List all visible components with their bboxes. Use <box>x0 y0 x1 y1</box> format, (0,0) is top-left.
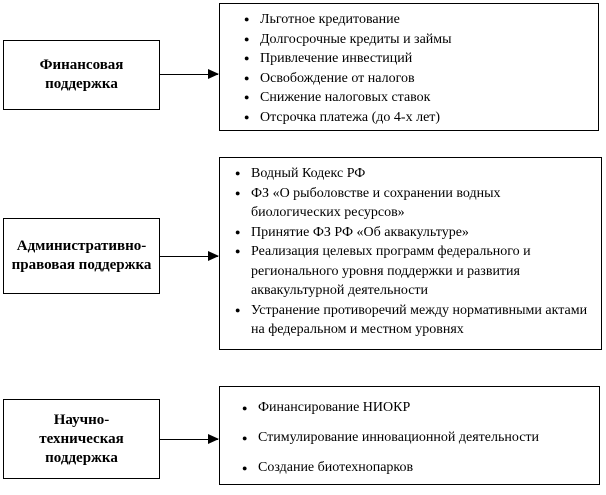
list-item: ● Реализация целевых программ федерального и регионального уровня поддержки и развития аквакультурной деятельности <box>235 242 593 301</box>
list-item: ● Отсрочка платежа (до 4-х лет) <box>244 108 598 128</box>
list-item: ● Привлечение инвестиций <box>244 49 598 69</box>
list-item: ● Финансирование НИОКР <box>242 393 599 423</box>
connector-arrow <box>160 74 218 75</box>
category-title: Научно-техническая поддержка <box>39 411 124 466</box>
category-box-administrative <box>3 218 160 294</box>
list-item: ● Принятие ФЗ РФ «Об аквакультуре» <box>235 223 593 243</box>
connector-arrow <box>160 439 218 440</box>
connector-arrow <box>160 256 218 257</box>
items-box-administrative <box>219 157 602 350</box>
category-box-financial <box>3 40 160 110</box>
list-item: ● Стимулирование инновационной деятельности <box>242 423 599 453</box>
list-item: ● Льготное кредитование <box>244 10 598 30</box>
items-box-financial <box>219 3 599 131</box>
list-item: ● Водный Кодекс РФ <box>235 164 593 184</box>
category-title: Административно-правовая поддержка <box>11 238 152 273</box>
list-item: ● Создание биотехнопарков <box>242 453 599 483</box>
list-item: ● ФЗ «О рыболовстве и сохранении водных биологических ресурсов» <box>235 184 593 223</box>
list-item: ● Долгосрочные кредиты и займы <box>244 30 598 50</box>
category-box-scientific <box>3 399 160 479</box>
list-item: ● Снижение налоговых ставок <box>244 88 598 108</box>
items-box-scientific <box>219 386 600 485</box>
category-title: Финансовая поддержка <box>39 57 124 92</box>
list-item: ● Освобождение от налогов <box>244 69 598 89</box>
list-item: ● Устранение противоречий между нормативными актами на федеральном и местном уровнях <box>235 301 593 340</box>
